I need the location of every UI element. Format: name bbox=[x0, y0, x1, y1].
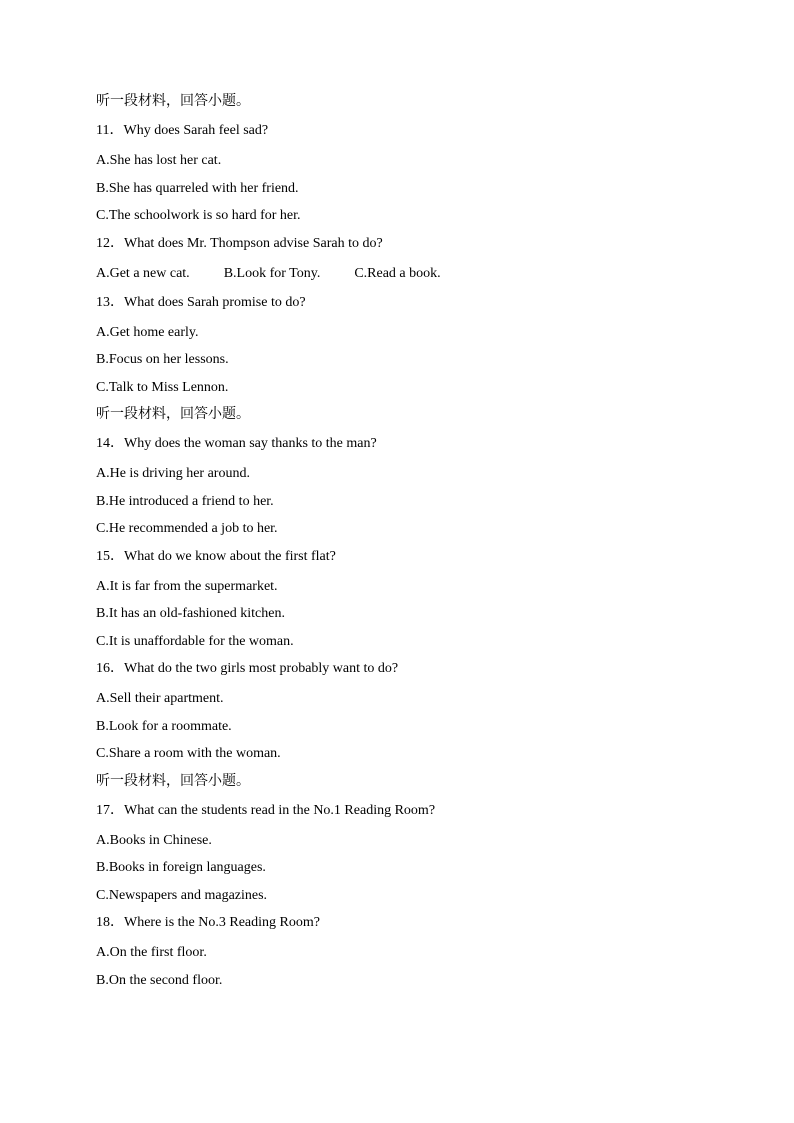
question-15: 15．What do we know about the first flat? bbox=[96, 548, 336, 564]
option-11-a: A.She has lost her cat. bbox=[96, 153, 222, 168]
question-17: 17．What can the students read in the No.1 Reading Room? bbox=[96, 802, 436, 818]
option-16-c: C.Share a room with the woman. bbox=[96, 746, 281, 761]
document-page bbox=[96, 93, 736, 999]
question-18: 18．Where is the No.3 Reading Room? bbox=[96, 915, 320, 930]
option-14-a: A.He is driving her around. bbox=[96, 466, 250, 481]
option-12-a: A.Get a new cat. bbox=[96, 265, 190, 281]
section-heading: 听一段材料，回答小题。 bbox=[96, 407, 250, 422]
option-17-c: C.Newspapers and magazines. bbox=[96, 887, 268, 903]
option-13-b: B.Focus on her lessons. bbox=[96, 352, 229, 367]
option-14-b: B.He introduced a friend to her. bbox=[96, 493, 274, 509]
option-18-a: A.On the first floor. bbox=[96, 945, 207, 960]
option-13-a: A.Get home early. bbox=[96, 324, 199, 340]
option-12-b: B.Look for Tony. bbox=[223, 265, 321, 281]
question-16: 16．What do the two girls most probably want to do? bbox=[96, 661, 399, 676]
option-16-a: A.Sell their apartment. bbox=[96, 691, 224, 706]
option-15-c: C.It is unaffordable for the woman. bbox=[96, 633, 294, 649]
options-row-12 bbox=[96, 265, 736, 294]
option-13-c: C.Talk to Miss Lennon. bbox=[96, 379, 229, 395]
option-15-b: B.It has an old-fashioned kitchen. bbox=[96, 606, 285, 621]
question-13: 13．What does Sarah promise to do? bbox=[96, 294, 306, 310]
option-17-b: B.Books in foreign languages. bbox=[96, 860, 266, 875]
section-heading: 听一段材料，回答小题。 bbox=[96, 773, 250, 789]
option-17-a: A.Books in Chinese. bbox=[96, 832, 212, 848]
option-11-c: C.The schoolwork is so hard for her. bbox=[96, 208, 301, 223]
option-18-b: B.On the second floor. bbox=[96, 972, 223, 988]
question-14: 14．Why does the woman say thanks to the man? bbox=[96, 436, 377, 451]
option-12-c: C.Read a book. bbox=[354, 265, 441, 281]
option-14-c: C.He recommended a job to her. bbox=[96, 521, 278, 536]
question-11: 11．Why does Sarah feel sad? bbox=[96, 123, 269, 138]
option-11-b: B.She has quarreled with her friend. bbox=[96, 180, 299, 196]
question-12: 12．What does Mr. Thompson advise Sarah to do? bbox=[96, 235, 383, 251]
option-15-a: A.It is far from the supermarket. bbox=[96, 578, 278, 594]
section-heading: 听一段材料，回答小题。 bbox=[96, 94, 250, 109]
option-16-b: B.Look for a roommate. bbox=[96, 718, 232, 734]
